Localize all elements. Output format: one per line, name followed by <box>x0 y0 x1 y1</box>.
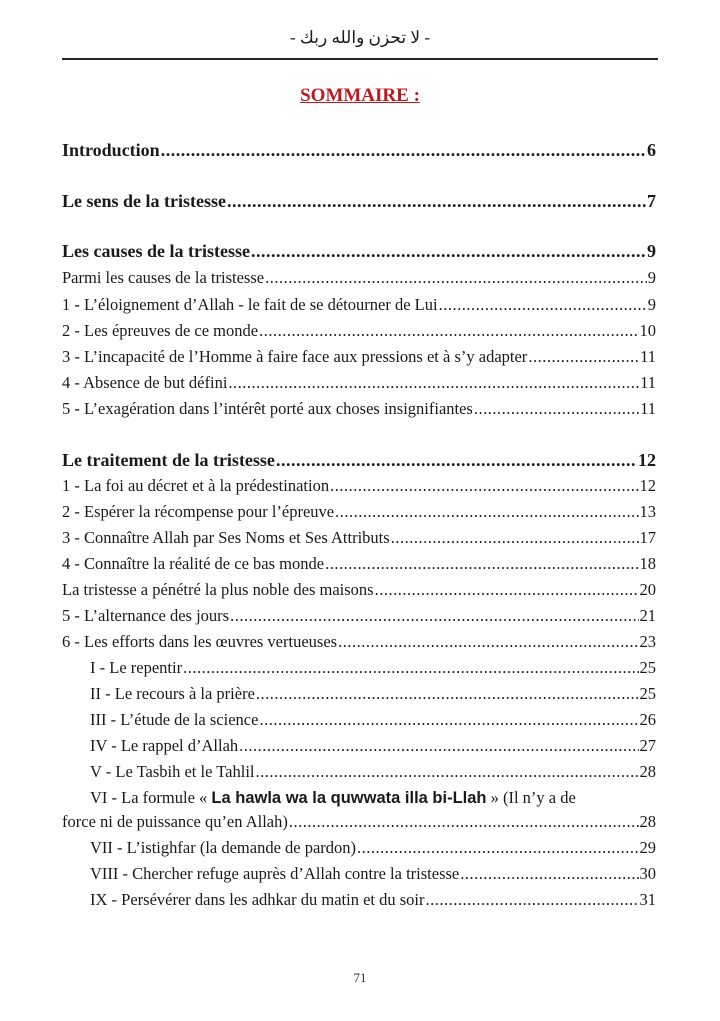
dot-leader <box>375 580 639 600</box>
dot-leader <box>357 838 638 858</box>
dot-leader <box>259 321 638 341</box>
toc-entry-label: Les causes de la tristesse <box>62 241 250 261</box>
dot-leader <box>460 864 638 884</box>
dot-leader <box>183 658 638 678</box>
toc-entry-page: 13 <box>639 502 656 521</box>
dot-leader <box>528 347 639 367</box>
dot-leader <box>425 890 638 910</box>
toc-entry-label: III - L’étude de la science <box>90 710 259 729</box>
toc-entry[interactable] <box>62 373 656 393</box>
toc-entry-vi-formula: La hawla wa la quwwata illa bi-Llah <box>211 789 487 807</box>
toc-entry[interactable] <box>62 606 656 626</box>
toc-entry-page: 21 <box>639 606 656 625</box>
toc-entry[interactable] <box>90 710 656 730</box>
toc-entry[interactable] <box>90 864 656 884</box>
toc-entry-label: 6 - Les efforts dans les œuvres vertueuses <box>62 632 338 651</box>
toc-entry[interactable] <box>62 321 656 341</box>
toc-entry-label: 5 - L’alternance des jours <box>62 606 230 625</box>
toc-entry-page: 23 <box>639 632 656 651</box>
toc-entry-page: 30 <box>639 864 656 883</box>
toc-entry[interactable] <box>62 191 656 212</box>
toc-entry-page: 25 <box>639 658 656 677</box>
running-header: - لا تحزن والله ربك - <box>290 28 430 47</box>
toc-entry-page: 17 <box>639 528 656 547</box>
page-title: SOMMAIRE : <box>300 85 420 106</box>
toc-entry-page: 28 <box>639 812 656 831</box>
toc-entry-label: Le sens de la tristesse <box>62 191 226 211</box>
dot-leader <box>256 762 639 782</box>
toc-entry-page: 9 <box>647 241 656 261</box>
toc-entry-label: V - Le Tasbih et le Tahlil <box>90 762 255 781</box>
dot-leader <box>259 710 638 730</box>
toc-entry-page: 28 <box>639 762 656 781</box>
toc-entry[interactable] <box>62 632 656 652</box>
toc-entry-label: 3 - L’incapacité de l’Homme à faire face aux pressions et à s’y adapter <box>62 347 528 366</box>
toc-entry-label: Parmi les causes de la tristesse <box>62 268 265 287</box>
toc-entry-page: 6 <box>647 140 656 160</box>
toc-entry-page: 12 <box>638 450 656 470</box>
toc-entry-label: 2 - Espérer la récompense pour l’épreuve <box>62 502 335 521</box>
toc-entry-label: Le traitement de la tristesse <box>62 450 275 470</box>
toc-entry[interactable] <box>62 399 656 419</box>
toc-entry[interactable] <box>62 450 656 471</box>
toc-entry[interactable] <box>62 268 656 288</box>
dot-leader <box>227 191 646 212</box>
dot-leader <box>228 373 639 393</box>
toc-entry-page: 10 <box>639 321 656 340</box>
toc-entry[interactable] <box>62 554 656 574</box>
toc-entry[interactable] <box>90 736 656 756</box>
toc-entry-page: 27 <box>639 736 656 755</box>
toc-entry-page: 18 <box>639 554 656 573</box>
toc-entry-vi-suffix: » (Il n’y a de <box>486 788 576 807</box>
dot-leader <box>474 399 639 419</box>
toc-entry-page: 26 <box>639 710 656 729</box>
toc-entry-page: 11 <box>640 347 656 366</box>
toc-entry-label: I - Le repentir <box>90 658 183 677</box>
toc-entry-page: 11 <box>640 373 656 392</box>
toc-entry-label: VII - L’istighfar (la demande de pardon) <box>90 838 357 857</box>
dot-leader <box>230 606 638 626</box>
dot-leader <box>289 812 639 832</box>
toc-entry[interactable] <box>62 528 656 548</box>
toc-entry-page: 12 <box>639 476 656 495</box>
dot-leader <box>251 241 646 262</box>
toc-entry-page: 20 <box>639 580 656 599</box>
toc-entry[interactable] <box>62 580 656 600</box>
toc-entry-label: II - Le recours à la prière <box>90 684 255 703</box>
toc-entry[interactable] <box>62 241 656 262</box>
toc-entry-page: 9 <box>647 268 656 287</box>
toc-entry[interactable] <box>90 890 656 910</box>
toc-entry-label: 1 - La foi au décret et à la prédestination <box>62 476 330 495</box>
dot-leader <box>439 295 647 315</box>
dot-leader <box>325 554 638 574</box>
toc-entry-label: force ni de puissance qu’en Allah) <box>62 812 288 831</box>
toc-entry[interactable] <box>62 476 656 496</box>
toc-entry-label: La tristesse a pénétré la plus noble des maisons <box>62 580 374 599</box>
toc-entry[interactable] <box>62 347 656 367</box>
dot-leader <box>391 528 639 548</box>
toc-entry-page: 29 <box>639 838 656 857</box>
dot-leader <box>330 476 638 496</box>
toc-entry-label: 2 - Les épreuves de ce monde <box>62 321 259 340</box>
dot-leader <box>276 450 637 471</box>
toc-entry-label: 4 - Absence de but défini <box>62 373 228 392</box>
toc-entry-page: 11 <box>640 399 656 418</box>
table-of-contents <box>62 0 656 1021</box>
toc-entry-vi-line2[interactable] <box>62 812 656 832</box>
toc-entry[interactable] <box>62 295 656 315</box>
toc-entry-page: 31 <box>639 890 656 909</box>
toc-entry-label: 5 - L’exagération dans l’intérêt porté aux choses insignifiantes <box>62 399 473 418</box>
page-number: 71 <box>353 970 367 985</box>
toc-entry-label: IV - Le rappel d’Allah <box>90 736 239 755</box>
toc-entry-label: VIII - Chercher refuge auprès d’Allah contre la tristesse <box>90 864 460 883</box>
toc-entry-vi-prefix: VI - La formule « <box>90 788 212 807</box>
dot-leader <box>265 268 647 288</box>
toc-entry[interactable] <box>62 502 656 522</box>
toc-entry[interactable] <box>62 140 656 161</box>
dot-leader <box>338 632 638 652</box>
toc-entry[interactable] <box>90 658 656 678</box>
toc-entry-label: Introduction <box>62 140 160 160</box>
dot-leader <box>335 502 638 522</box>
toc-entry-label: 4 - Connaître la réalité de ce bas monde <box>62 554 325 573</box>
toc-entry[interactable] <box>90 684 656 704</box>
dot-leader <box>161 140 646 161</box>
toc-entry-label: 1 - L’éloignement d’Allah - le fait de se détourner de Lui <box>62 295 438 314</box>
toc-entry[interactable] <box>90 838 656 858</box>
toc-entry-page: 25 <box>639 684 656 703</box>
toc-entry-page: 7 <box>647 191 656 211</box>
toc-entry-label: 3 - Connaître Allah par Ses Noms et Ses Attributs <box>62 528 390 547</box>
toc-entry[interactable] <box>90 762 656 782</box>
toc-entry-label: IX - Persévérer dans les adhkar du matin et du soir <box>90 890 425 909</box>
dot-leader <box>239 736 638 756</box>
toc-entry-vi-line1[interactable] <box>90 788 656 808</box>
toc-entry-page: 9 <box>647 295 656 314</box>
dot-leader <box>256 684 639 704</box>
